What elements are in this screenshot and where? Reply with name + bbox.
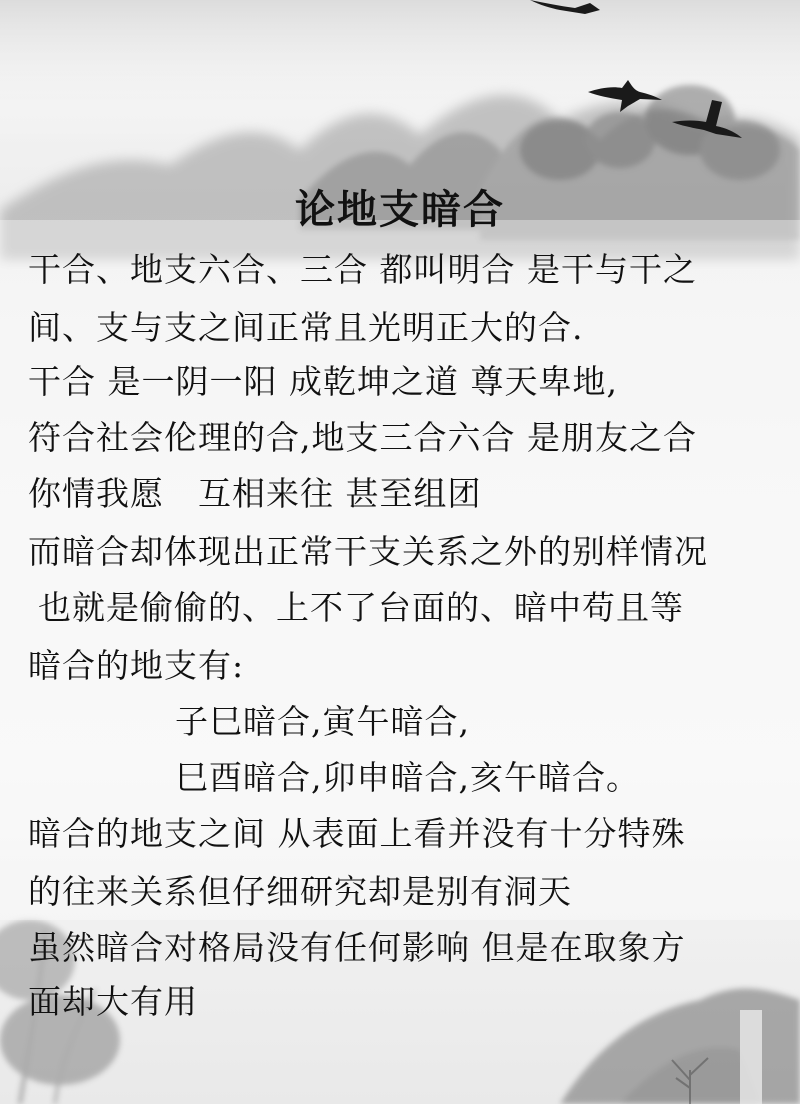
text-line-6: 而暗合却体现出正常干支关系之外的别样情况 (28, 532, 708, 571)
text-line-3: 干合 是一阴一阳 成乾坤之道 尊天卑地, (28, 362, 618, 401)
text-line-13: 虽然暗合对格局没有任何影响 但是在取象方 (28, 928, 686, 967)
text-line-14: 面却大有用 (28, 982, 198, 1021)
text-line-1: 干合、地支六合、三合 都叫明合 是干与干之 (28, 250, 697, 289)
text-line-8: 暗合的地支有: (28, 646, 245, 685)
text-line-2: 间、支与支之间正常且光明正大的合. (28, 308, 584, 347)
text-line-10: 巳酉暗合,卯申暗合,亥午暗合。 (175, 758, 640, 797)
page-title: 论地支暗合 (295, 186, 505, 233)
text-line-4: 符合社会伦理的合,地支三合六合 是朋友之合 (28, 418, 697, 457)
text-line-11: 暗合的地支之间 从表面上看并没有十分特殊 (28, 814, 686, 853)
text-line-7: 也就是偷偷的、上不了台面的、暗中苟且等 (38, 588, 684, 627)
text-line-9: 子巳暗合,寅午暗合, (175, 702, 470, 741)
text-line-12: 的往来关系但仔细研究却是别有洞天 (28, 872, 572, 911)
text-line-5: 你情我愿 互相来往 甚至组团 (28, 474, 482, 513)
